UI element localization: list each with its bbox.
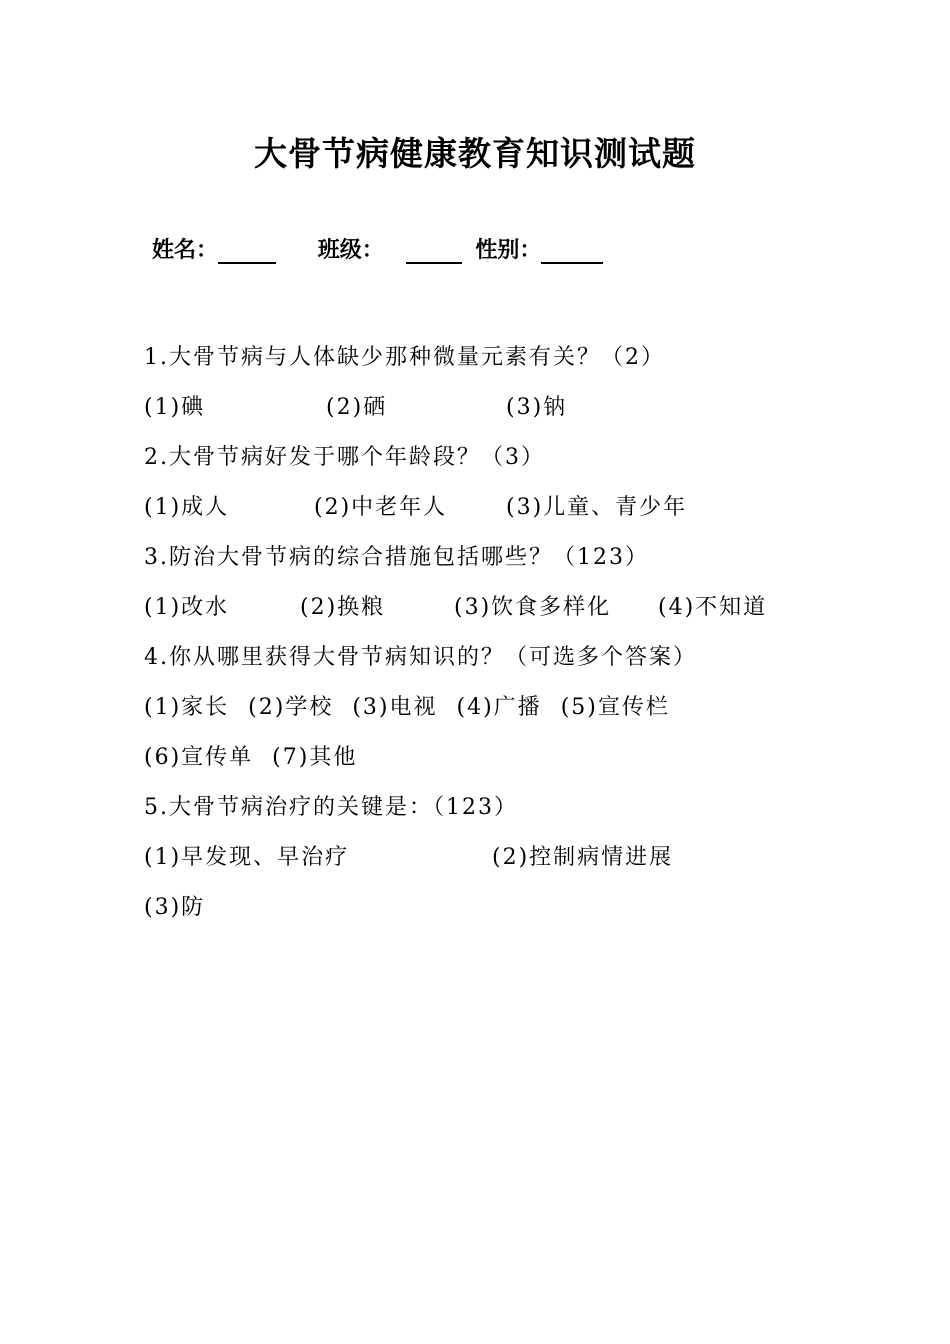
class-field	[318, 233, 462, 264]
question-2: 2.大骨节病好发于哪个年龄段？（3）	[144, 445, 545, 470]
question-5: 5.大骨节病治疗的关键是：（123）	[144, 795, 518, 820]
class-label: 班级：	[317, 238, 384, 263]
gender-blank[interactable]	[541, 240, 603, 264]
option: (3)防	[144, 895, 206, 920]
option: (1)家长	[144, 695, 230, 720]
name-field	[152, 233, 276, 264]
option: (6)宣传单	[144, 745, 254, 770]
option: (2)硒	[326, 395, 388, 420]
option: (1)早发现、早治疗	[144, 845, 350, 870]
option: (3)电视	[352, 695, 438, 720]
option: (5)宣传栏	[560, 695, 670, 720]
class-blank[interactable]	[406, 240, 462, 264]
gender-field	[475, 233, 603, 264]
option: (2)学校	[248, 695, 334, 720]
question-5-options	[144, 833, 804, 883]
option: (3)饮食多样化	[454, 595, 612, 620]
option: (4)广播	[456, 695, 542, 720]
student-info-row	[152, 233, 631, 264]
question-5-options-cont	[144, 883, 804, 933]
option: (1)成人	[144, 495, 230, 520]
question-3: 3.防治大骨节病的综合措施包括哪些？（123）	[144, 545, 649, 570]
option: (7)其他	[272, 745, 358, 770]
option: (1)改水	[144, 595, 230, 620]
document-title: 大骨节病健康教育知识测试题	[254, 134, 696, 173]
gender-label: 性别：	[475, 238, 542, 263]
question-list	[144, 333, 804, 933]
option: (3)钠	[506, 395, 568, 420]
option: (2)换粮	[300, 595, 386, 620]
name-blank[interactable]	[218, 240, 276, 264]
option: (2)控制病情进展	[492, 845, 674, 870]
question-1-options	[144, 383, 804, 433]
question-3-options	[144, 583, 804, 633]
option: (3)儿童、青少年	[506, 495, 688, 520]
question-4-options	[144, 683, 796, 783]
option: (2)中老年人	[314, 495, 448, 520]
name-label: 姓名：	[152, 238, 219, 263]
option: (1)碘	[144, 395, 206, 420]
question-1: 1.大骨节病与人体缺少那种微量元素有关？（2）	[144, 345, 665, 370]
question-4: 4.你从哪里获得大骨节病知识的？（可选多个答案）	[144, 645, 697, 670]
option: (4)不知道	[658, 595, 768, 620]
question-2-options	[144, 483, 804, 533]
